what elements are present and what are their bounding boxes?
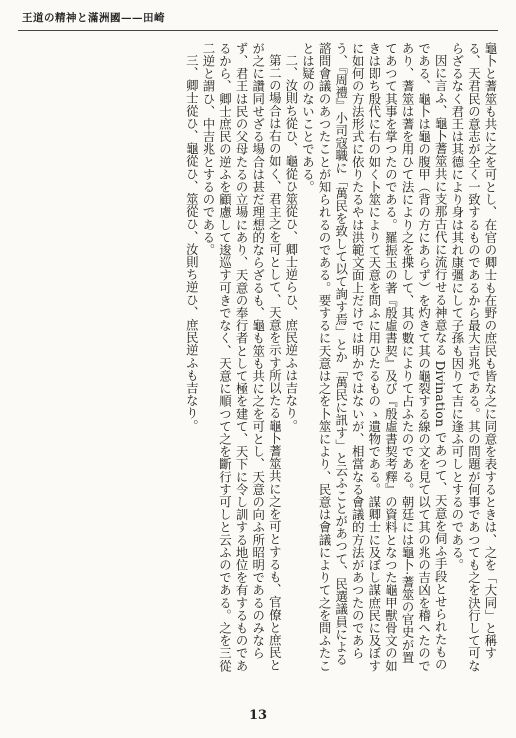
page-number: 13 [248, 708, 268, 723]
running-header: 王道の精神と滿洲國——田崎 [22, 12, 165, 24]
paragraph-5: 三、卿士從ひ、龜從ひ、筮從ひ、汝則ち逆ひ、庶民逆ふも吉なり。 [184, 54, 200, 433]
paragraph-4: 第二の場合は右の如く、君主之を可として、天意を示す所以たる龜卜蓍筮共に之を可とするも、官僚と庶民とが之に讚同せざる場合は甚だ理想的ならざるも、龜も筮も共に之を可とし、天意の向ふ所昭明であるのみならず、君王は民の父母たるの立場にあり、天意の奉行者として極を建て、天下に令し訓する地位を有するものであるから、卿士庶民の逆ふを顧慮して逡巡す可きでなく、天意に順つて之を斷行す可しと云ふのである。之を三從二逆と謂ひ、中吉兆とするのである。 [200, 42, 283, 672]
body-text [20, 42, 498, 672]
paragraph-1: 龜卜と蓍筮も共に之を可とし、在官の卿士も在野の庶民も皆な之に同意を表するときは、之を「大同」と稱する、天君民の意志が全く一致するものであるから最大吉兆である。其の問題が何事であつても之を決行して可ならざるなく君王は其德により身は其れ康彊にして子孫も因りて吉に逢ふ可しとするのである。 [449, 42, 498, 672]
paragraph-2: 因に言ふ、龜卜蓍筮共に支那古代に流行せる神意なる Divination であつて、天意を伺ふ手段とせられたものである、龜卜は龜の腹甲（背の方にあらず）を灼きて其の龜裂する線の文を見て以て其の兆の吉凶を稽へたのであり、蓍筮は蓍を用ひて法により之を揲して、其の數によりて占ふたのである。朝廷には龜卜·蓍筮の官史が置てあつて其事を掌つたのである。羅振玉の著『殷虛書契』及び『殷虛書契考釋』の資料となつた龜甲獸骨文の如きは即ち殷代に右の如く卜筮によりて天意を問ふに用ひたるものゝ遺物である。謀卿士に及ぼし謀庶民に及ぼすに如何の方法形式に依りたるやは洪範文面上だけでは明かではないが、相當なる會議的方法があつたのであらう、『周禮』小司寇職に「萬民を致して以て詢す焉」とか「萬民に訊す」と云ふことがあつて、民選議員による諮問會議のあつたことが知られるのである。要するに天意は之を卜筮により、民意は會議によりて之を問ふたことは疑のないことである。 [300, 42, 449, 672]
paragraph-3: 二、汝則ち從ひ、龜從ひ筮從ひ、卿士逆らひ、庶民逆ふは吉なり。 [283, 54, 299, 433]
header-rule [18, 30, 498, 31]
